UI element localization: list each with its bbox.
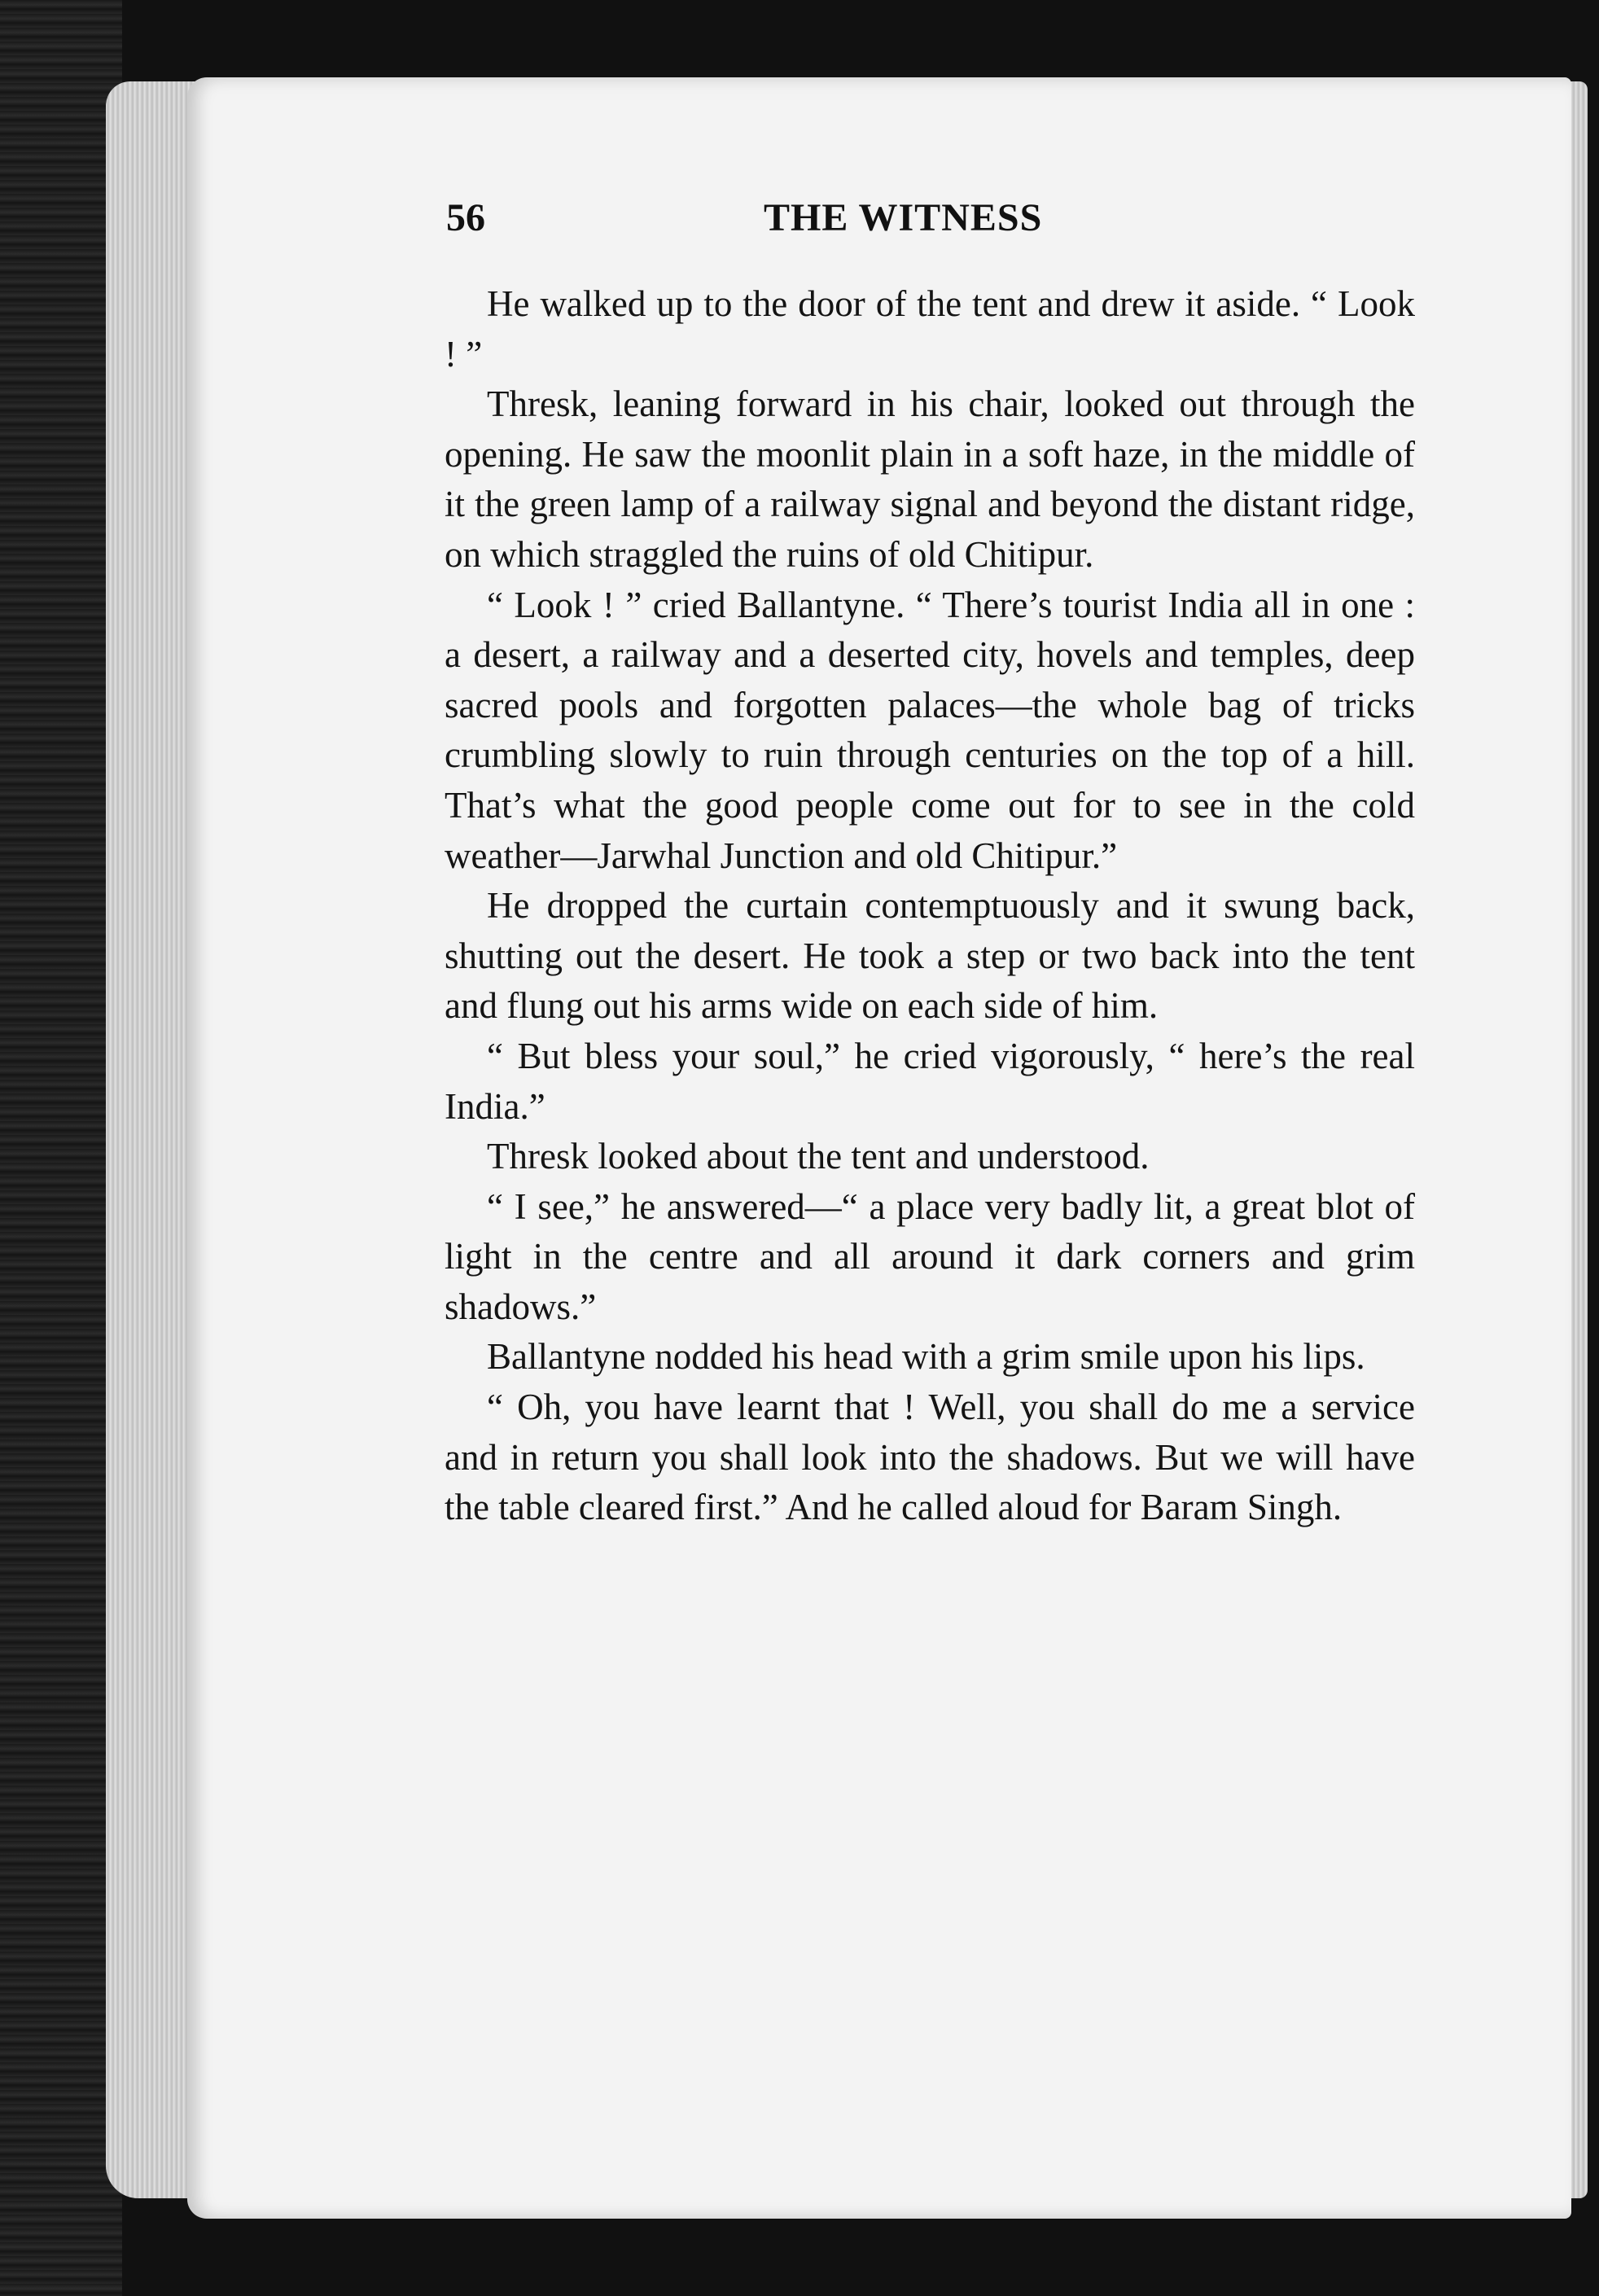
paragraph: He dropped the curtain contemptuously and it swung back, shutting out the desert. He took a step or two back into the tent and flung out his arms wide on each side of him. (445, 885, 1415, 1027)
paragraph: “ I see,” he answered—“ a place very badly lit, a great blot of light in the centre and all around it dark corners and grim shadows.” (445, 1185, 1415, 1327)
paragraph: “ Look ! ” cried Ballantyne. “ There’s tourist India all in one : a desert, a railway and a deserted city, hovels and temples, deep sacred pools and forgotten palaces—the whole bag of tricks crumbling slowly to ruin through centuries on the top of a hill. That’s what the good people come out for to see in the cold weather—Jarwhal Junction and old Chitipur.” (445, 584, 1415, 876)
book-spine (0, 0, 122, 2296)
paragraph: Thresk, leaning forward in his chair, looked out through the opening. He saw the moonlit plain in a soft haze, in the middle of it the green lamp of a railway signal and beyond the distant ridge, on which straggled the ruins of old Chitipur. (445, 383, 1415, 575)
paragraph: Ballantyne nodded his head with a grim smile upon his lips. (487, 1336, 1365, 1378)
running-title: THE WITNESS (764, 196, 1043, 239)
paragraph: Thresk looked about the tent and understood. (487, 1136, 1150, 1177)
running-header (446, 195, 1097, 252)
paragraph: “ Oh, you have learnt that ! Well, you shall do me a service and in return you shall look into the shadows. But we will have the table cleared first.” And he called aloud for Baram Singh. (445, 1387, 1415, 1528)
paragraph: He walked up to the door of the tent and drew it aside. “ Look ! ” (445, 283, 1415, 375)
body-text (445, 279, 1415, 1533)
page-number: 56 (446, 196, 485, 239)
paragraph: “ But bless your soul,” he cried vigorously, “ here’s the real India.” (445, 1035, 1415, 1127)
